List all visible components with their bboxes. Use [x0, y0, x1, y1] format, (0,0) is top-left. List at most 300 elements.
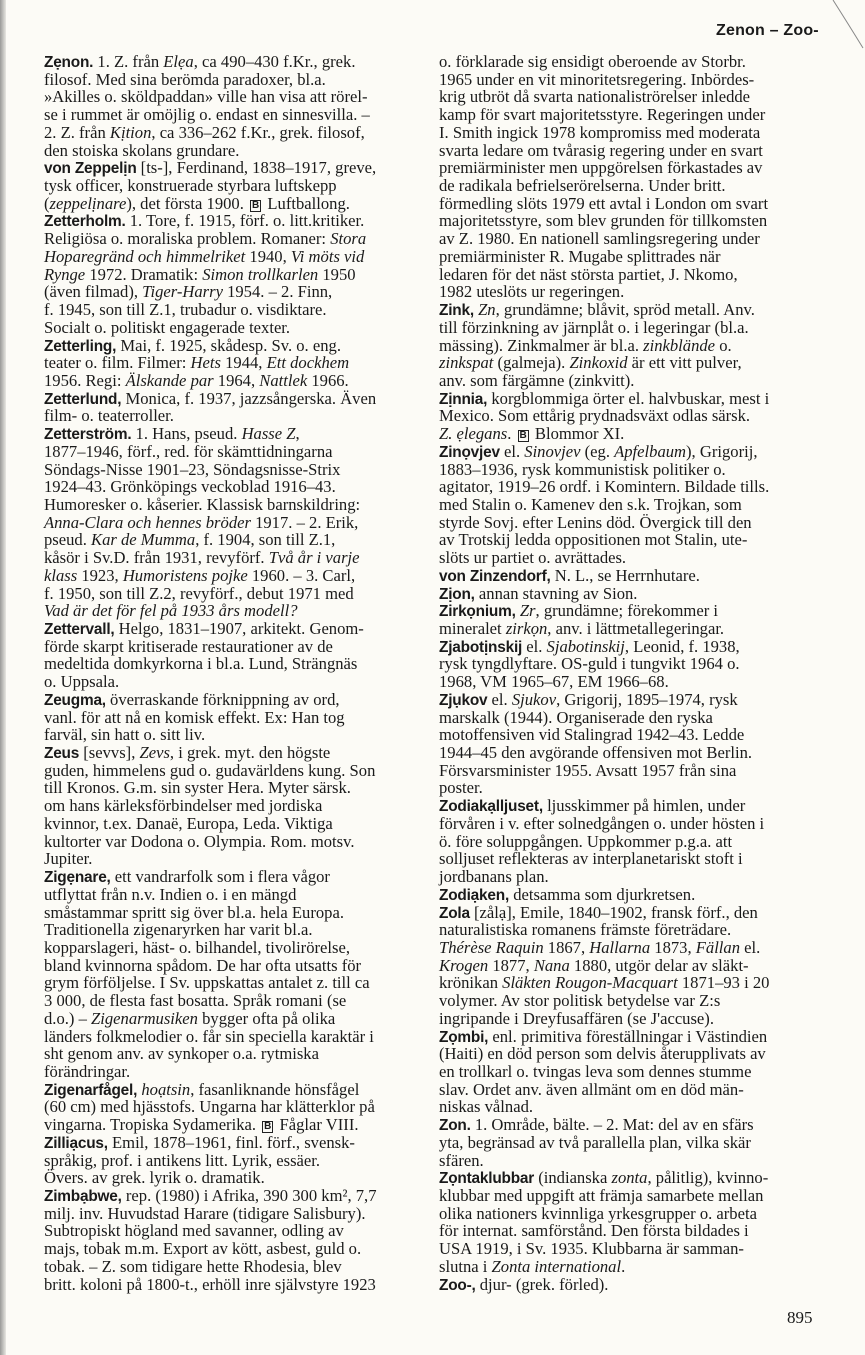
text-line	[44, 691, 424, 709]
entry-text: , pålitlig), kvinno-	[647, 1168, 769, 1188]
entry-headword: Zeus	[44, 745, 80, 763]
entry-text: mässing). Zinkmalmer är bl.a.	[439, 335, 644, 355]
entry-headword: von Zinzendorf,	[439, 567, 551, 585]
illustration-ref-icon: B	[252, 199, 260, 211]
entry-text: (även filmad),	[44, 282, 143, 302]
entry-text: 1867,	[543, 937, 590, 957]
text-line	[44, 939, 424, 957]
entry-text: krig utbröt då svarta nationaliströrelser inledde	[439, 87, 751, 107]
text-line	[44, 195, 424, 213]
illustration-ref-icon: B	[519, 430, 527, 442]
entry-text: jordbanans plan.	[439, 867, 549, 887]
entry-text: el.	[740, 937, 761, 957]
text-line	[44, 549, 424, 567]
entry-headword: Zoo-,	[439, 1276, 476, 1294]
entry-text: , fasanliknande hönsfågel	[190, 1079, 360, 1099]
text-line	[439, 1010, 819, 1028]
text-line	[44, 266, 424, 284]
text-line	[439, 1081, 819, 1099]
italic-text: Hasse Z	[241, 424, 296, 444]
entry-text: förvåren i v. efter solnedgången o. under hösten i	[439, 813, 765, 833]
text-line	[439, 496, 819, 514]
entry-text: 1880, utgör delar av släkt-	[569, 955, 749, 975]
italic-text: Vad är det för fel på 1933 års modell?	[44, 601, 298, 621]
text-line	[44, 1063, 424, 1081]
entry-headword: Zigenarfågel,	[44, 1081, 138, 1099]
text-line	[439, 301, 819, 319]
text-line	[439, 1187, 819, 1205]
text-line	[44, 974, 424, 992]
text-line	[439, 815, 819, 833]
entry-text: yta, begränsad av två parallella plan, vilka skär	[439, 1132, 751, 1152]
text-line	[44, 779, 424, 797]
italic-text: zeppelịnare	[49, 193, 127, 213]
entry-text: djur- (grek. förled).	[475, 1274, 609, 1294]
text-line	[44, 496, 424, 514]
text-line	[439, 886, 819, 904]
italic-text: Stora	[330, 229, 367, 249]
entry-text: anv. som färgämne (zinkvitt).	[439, 370, 635, 390]
text-line	[439, 478, 819, 496]
entry-text: kåsör i Sv.D. från 1931, revyförf.	[44, 548, 269, 568]
text-line	[44, 602, 424, 620]
text-line	[44, 850, 424, 868]
text-line	[44, 1098, 424, 1116]
entry-text: sht genom anv. av synkoper o.a. rytmiska	[44, 1044, 319, 1064]
entry-text: kamp för svart majoritetsstyre. Regeringen under	[439, 105, 766, 125]
text-line	[44, 212, 424, 230]
text-line	[439, 337, 819, 355]
entry-text: solljuset reflekteras av interplanetariskt stoft i	[439, 849, 743, 869]
text-line	[439, 1098, 819, 1116]
entry-text: 1982 uteslöts ur regeringen.	[439, 282, 625, 302]
entry-text: av Z. 1980. En nationell samlingsregering under	[439, 229, 760, 249]
entry-text: till förzinkning av järnplåt o. i legeringar (bl.a.	[439, 317, 749, 337]
italic-text: Fällan	[695, 937, 741, 957]
text-line	[44, 762, 424, 780]
entry-text: (Haiti) en död person som delvis återupplivats av	[439, 1044, 766, 1064]
text-line	[44, 142, 424, 160]
text-line	[44, 886, 424, 904]
text-line	[44, 1240, 424, 1258]
entry-text: premiärminister R. Mugabe splittrades när	[439, 246, 721, 266]
text-line	[439, 407, 819, 425]
entry-text: 3 000, de flesta fast bosatta. Språk romani (se	[44, 991, 347, 1011]
italic-text: klass	[44, 565, 78, 585]
text-line	[44, 407, 424, 425]
entry-text: slutna i	[439, 1256, 492, 1276]
entry-text: olika nationers kvinnliga yrkesgrupper o. arbeta	[439, 1203, 757, 1223]
entry-text: tobak. – Z. som tidigare hette Rhodesia, blev	[44, 1256, 342, 1276]
entry-text: motoffensiven vid Stalingrad 1942–43. Ledde	[439, 725, 745, 745]
entry-headword: Zjabotịnskij	[439, 638, 523, 656]
entry-text: är ett vitt pulver,	[627, 353, 742, 373]
entry-text: o. förklarade sig ensidigt oberoende av Storbr.	[439, 52, 746, 71]
entry-text: enl. primitiva föreställningar i Västindien	[488, 1026, 768, 1046]
illustration-ref-icon: B	[264, 1121, 272, 1133]
entry-text: ö. före soluppgången. Uppkommer p.g.a. att	[439, 831, 733, 851]
entry-text: teater o. film. Filmer:	[44, 353, 191, 373]
entry-text: 1. Område, bälte. – 2. Mat: del av en sfärs	[470, 1115, 754, 1135]
text-line	[44, 585, 424, 603]
entry-text: Humoresker o. kåserier. Klassisk barnskildring:	[44, 494, 361, 514]
text-line	[44, 71, 424, 89]
text-line	[439, 709, 819, 727]
text-line	[44, 124, 424, 142]
entry-text: o. Uppsala.	[44, 672, 120, 692]
entry-headword: Zettervall,	[44, 621, 115, 638]
entry-text: [ts-], Ferdinand, 1838–1917, greve,	[136, 158, 377, 178]
entry-text: 1873,	[650, 937, 696, 957]
italic-text: Thérèse Raquin	[439, 937, 544, 957]
page-number: 895	[787, 1308, 813, 1327]
entry-headword: Zọmbi,	[439, 1028, 489, 1046]
entry-text: med Stalin o. Kamenev den s.k. Trojkan, som	[439, 494, 742, 514]
entry-text: detsamma som djurkretsen.	[509, 884, 696, 904]
entry-text: 1966.	[307, 370, 349, 390]
text-line	[439, 1134, 819, 1152]
text-line	[439, 354, 819, 372]
entry-headword: Zon.	[439, 1117, 471, 1135]
text-line	[44, 443, 424, 461]
italic-text: Hoparegränd och himmelriket	[44, 246, 246, 266]
entry-text: 1940,	[245, 246, 291, 266]
text-line	[439, 88, 819, 106]
entry-text: korgblommiga örter el. halvbuskar, mest i	[487, 388, 770, 408]
entry-text: , ca 336–262 f.Kr., grek. filosof,	[151, 122, 365, 142]
text-line	[439, 762, 819, 780]
entry-text: »Akilles o. sköldpaddan» ville han visa att rörel-	[44, 87, 368, 107]
entry-text: kopparslageri, häst- o. bilhandel, tivolirörelse,	[44, 937, 350, 957]
entry-text: 2. Z. från	[44, 122, 110, 142]
entry-text: ), det första 1900.	[126, 193, 249, 213]
entry-text: de radikala befrielserörelserna. Under britt.	[439, 176, 726, 196]
text-line	[44, 1152, 424, 1170]
entry-text: (	[44, 193, 50, 213]
entry-text: Monica, f. 1937, jazzsångerska. Även	[121, 388, 377, 408]
italic-text: Släkten Rougon-Macquart	[502, 973, 678, 993]
text-line	[439, 797, 819, 815]
text-line	[439, 921, 819, 939]
text-line	[44, 815, 424, 833]
text-line	[439, 461, 819, 479]
entry-text: ett vandrarfolk som i flera vågor	[110, 867, 330, 887]
entry-text: Subtropiskt högland med savanner, odling av	[44, 1221, 344, 1241]
italic-text: Sjabotinskij	[546, 636, 625, 656]
text-line	[439, 443, 819, 461]
entry-text: ), Grigorij,	[686, 441, 758, 461]
entry-text: 1944,	[220, 353, 267, 373]
text-line	[439, 53, 819, 71]
entry-text: rep. (1980) i Afrika, 390 300 km², 7,7	[121, 1186, 377, 1205]
italic-text: Tiger-Harry	[142, 282, 223, 302]
italic-text: Två år i varje	[268, 548, 360, 568]
entry-text: Försvarsminister 1955. Avsatt 1957 från sina	[439, 760, 737, 780]
entry-text: naturalistiska romanens främste företrädare.	[439, 920, 732, 940]
entry-text: , anv. i lättmetallegeringar.	[547, 619, 725, 638]
entry-headword: Zjụkov	[439, 691, 488, 709]
entry-headword: Zetterström.	[44, 426, 132, 444]
text-line	[439, 230, 819, 248]
entry-text: poster.	[439, 778, 483, 798]
entry-text: krönikan	[439, 973, 503, 993]
text-line	[44, 1010, 424, 1028]
text-line	[439, 71, 819, 89]
entry-text: d.o.) –	[44, 1008, 92, 1028]
text-line	[44, 230, 424, 248]
entry-text: , grundämne; förekommer i	[535, 601, 718, 621]
entry-headword: Zirkọnium,	[439, 603, 516, 621]
text-line	[44, 921, 424, 939]
entry-text: kultorter var Dodona o. Olympia. Rom. motsv.	[44, 831, 355, 851]
text-line	[439, 248, 819, 266]
entry-text: ledaren för det näst största partiet, J. Nkomo,	[439, 264, 738, 284]
entry-text: bygger ofta på olika	[197, 1008, 336, 1028]
entry-text: mineralet	[439, 619, 506, 638]
text-line	[44, 478, 424, 496]
entry-headword: Zetterling,	[44, 337, 117, 355]
entry-headword: Zink,	[439, 302, 474, 320]
text-line	[44, 88, 424, 106]
entry-text: , f. 1904, son till Z.1,	[195, 530, 336, 550]
entry-text: 1965 under en vit minoritetsregering. Inbördes-	[439, 69, 755, 89]
entry-text: Mai, f. 1925, skådesp. Sv. o. eng.	[116, 335, 341, 355]
text-line	[439, 425, 819, 443]
text-line	[439, 957, 819, 975]
text-line	[439, 1116, 819, 1134]
text-line	[439, 195, 819, 213]
entry-text: för internat. samförstånd. Den första bildades i	[439, 1221, 749, 1241]
text-line	[439, 177, 819, 195]
text-line	[44, 53, 424, 71]
entry-text: .	[507, 424, 516, 444]
italic-text: Zinkoxid	[569, 353, 628, 373]
text-line	[44, 620, 424, 638]
text-line	[439, 124, 819, 142]
text-line	[439, 602, 819, 620]
entry-text: Söndags-Nisse 1901–23, Söndagsnisse-Strix	[44, 459, 341, 479]
text-line	[44, 372, 424, 390]
entry-headword: Zịnnia,	[439, 390, 488, 408]
left-column	[44, 53, 424, 1293]
text-line	[44, 744, 424, 762]
text-line	[439, 266, 819, 284]
italic-text: zinkblände	[643, 335, 716, 355]
text-line	[44, 1028, 424, 1046]
entry-headword: Zigẹnare,	[44, 869, 111, 887]
text-line	[439, 744, 819, 762]
entry-headword: Zẹnon.	[44, 54, 94, 71]
italic-text: Zevs	[139, 743, 170, 763]
entry-text: förde skarpt kritiserade restaurationer av de	[44, 636, 333, 656]
right-column	[439, 53, 819, 1293]
entry-text: Övers. av grek. lyrik o. dramatik.	[44, 1168, 265, 1188]
text-line	[439, 1240, 819, 1258]
entry-text: 1950	[318, 264, 356, 284]
italic-text: Apfelbaum	[614, 441, 687, 461]
entry-text: kvinnor, t.ex. Danaë, Europa, Leda. Viktiga	[44, 813, 333, 833]
entry-text: utflyttat från n.v. Indien o. i en mängd	[44, 884, 297, 904]
entry-text: f. 1945, son till Z.1, trubadur o. visdiktare.	[44, 300, 327, 320]
italic-text: Sinovjev	[524, 441, 581, 461]
text-line	[44, 904, 424, 922]
entry-text: den stoiska skolans grundare.	[44, 140, 240, 160]
entry-text: av Trotskij ledda oppositionen mot Stalin, ute-	[439, 530, 748, 550]
entry-text: 1968, VM 1965–67, EM 1966–68.	[439, 672, 669, 692]
text-line	[44, 673, 424, 691]
entry-headword: Zodiạken,	[439, 886, 510, 904]
text-line	[439, 106, 819, 124]
entry-headword: Zilliạcus,	[44, 1134, 108, 1152]
italic-text: Humoristens pojke	[122, 565, 248, 585]
entry-text: länders folkmelodier o. får sin speciella karaktär i	[44, 1026, 374, 1046]
entry-text: småstammar spritt sig över bl.a. hela Europa.	[44, 902, 344, 922]
text-line	[439, 142, 819, 160]
text-line	[439, 1063, 819, 1081]
text-line	[439, 904, 819, 922]
entry-text: förmedling slöts 1979 ett avtal i London om svart	[439, 193, 769, 213]
entry-text: tysk officer, konstruerade styrbara luftskepp	[44, 176, 337, 196]
entry-text: guden, himmelens gud o. gudavärldens kung. Son	[44, 760, 376, 780]
entry-text: 1956. Regi:	[44, 370, 126, 390]
entry-headword: Zodiakạlljuset,	[439, 798, 543, 816]
entry-text: , i grek. myt. den högste	[169, 743, 331, 763]
entry-text: o.	[715, 335, 732, 355]
entry-text: 1. Tore, f. 1915, förf. o. litt.kritiker.	[125, 211, 365, 231]
text-line	[44, 319, 424, 337]
entry-text: farväl, sin hatt o. sitt liv.	[44, 725, 206, 745]
entry-text: se i rummet är omöjlig o. endast en sinnesvilla. –	[44, 105, 370, 125]
entry-text: marskalk (1944). Organiserade den ryska	[439, 707, 713, 727]
text-line	[439, 779, 819, 797]
entry-text: klubbar med uppgift att främja samarbete mellan	[439, 1186, 764, 1205]
entry-headword: Zọntaklubbar	[439, 1170, 535, 1188]
italic-text: zinkspat	[439, 353, 494, 373]
text-line	[439, 372, 819, 390]
text-line	[44, 797, 424, 815]
italic-text: Kịtion	[109, 122, 152, 142]
text-line	[44, 514, 424, 532]
text-line	[44, 1134, 424, 1152]
entry-text: svarta ledare om tvårasig regering under en svart	[439, 140, 763, 160]
entry-text: 1. Hans, pseud.	[131, 424, 242, 444]
entry-text: 1877–1946, förf., red. för skämttidningarna	[44, 441, 333, 461]
entry-text: 1954. – 2. Finn,	[222, 282, 333, 302]
text-line	[439, 1152, 819, 1170]
text-line	[44, 957, 424, 975]
text-line	[439, 673, 819, 691]
entry-text: överraskande förknippning av ord,	[105, 689, 340, 709]
text-line	[439, 1276, 819, 1294]
entry-text: slöts ur partiet o. avrättades.	[439, 548, 627, 568]
entry-text: Fåglar VIII.	[275, 1115, 359, 1135]
text-line	[439, 531, 819, 549]
text-line	[439, 655, 819, 673]
entry-text: språkig, prof. i antikens litt. Lyrik, essäer.	[44, 1150, 321, 1170]
entry-text: pseud.	[44, 530, 92, 550]
text-line	[44, 1081, 424, 1099]
entry-text: premiärminister men uppgörelsen förkastades av	[439, 158, 763, 178]
italic-text: Krogen	[439, 955, 489, 975]
text-line	[44, 868, 424, 886]
entry-text: rysk tyngdlyftare. OS-guld i tungvikt 1964 o.	[439, 654, 740, 674]
entry-text: 1923,	[77, 565, 123, 585]
entry-text: slav. Ordet anv. även allmänt om en död män-	[439, 1079, 744, 1099]
italic-text: Nana	[533, 955, 570, 975]
text-line	[44, 1258, 424, 1276]
page-curl-mark	[825, 0, 865, 60]
text-line	[44, 461, 424, 479]
text-line	[439, 1205, 819, 1223]
entry-text: 1877,	[488, 955, 534, 975]
italic-text: Nattlek	[259, 370, 308, 390]
text-line	[44, 1187, 424, 1205]
text-line	[439, 319, 819, 337]
text-line	[439, 850, 819, 868]
entry-text: N. L., se Herrnhutare.	[550, 565, 700, 585]
entry-text: Blommor XI.	[530, 424, 625, 444]
italic-text: Zr	[519, 601, 536, 621]
entry-text: filosof. Med sina berömda paradoxer, bl.a.	[44, 69, 326, 89]
italic-text: hoạtsin	[141, 1079, 191, 1099]
entry-text: 1964,	[213, 370, 260, 390]
entry-text: ljusskimmer på himlen, under	[542, 796, 746, 816]
text-line	[44, 390, 424, 408]
text-line	[439, 283, 819, 301]
entry-headword: Zinọvjev	[439, 443, 500, 461]
entry-text: 1924–43. Grönköpings veckoblad 1916–43.	[44, 477, 336, 497]
text-line	[44, 992, 424, 1010]
entry-text: [sevvs],	[79, 743, 140, 763]
entry-text: niskas vålnad.	[439, 1097, 534, 1117]
text-line	[439, 868, 819, 886]
text-line	[439, 939, 819, 957]
italic-text: Zigenarmusiken	[91, 1008, 198, 1028]
text-line	[439, 514, 819, 532]
entry-headword: von Zeppelịn	[44, 160, 137, 178]
entry-text: ,	[295, 424, 300, 444]
text-line	[44, 1116, 424, 1134]
entry-text: Traditionella zigenaryrken har varit bl.a.	[44, 920, 313, 940]
entry-text: Mexico. Som ettårig prydnadsväxt odlas särsk.	[439, 406, 751, 426]
entry-text: Emil, 1878–1961, finl. förf., svensk-	[107, 1132, 355, 1152]
text-line	[44, 833, 424, 851]
entry-text: majs, tobak m.m. Export av kött, asbest, guld o.	[44, 1239, 362, 1259]
text-line	[44, 1222, 424, 1240]
italic-text: Hets	[190, 353, 221, 373]
italic-text: Kar de Mumma	[91, 530, 196, 550]
italic-text: Rynge	[44, 264, 86, 284]
text-line	[439, 726, 819, 744]
text-line	[44, 1205, 424, 1223]
entry-text: vingarna. Tropiska Sydamerika.	[44, 1115, 261, 1135]
text-line	[44, 337, 424, 355]
text-line	[44, 354, 424, 372]
entry-text: Religiösa o. moraliska problem. Romaner:	[44, 229, 331, 249]
entry-text: (galmeja).	[493, 353, 570, 373]
entry-text: , Leonid, f. 1938,	[624, 636, 740, 656]
text-line	[44, 531, 424, 549]
text-line	[439, 585, 819, 603]
entry-headword: Zịon,	[439, 585, 475, 603]
entry-text: förändringar.	[44, 1061, 131, 1081]
entry-text: en trollkarl o. tvingas leva som dennes stumme	[439, 1061, 752, 1081]
entry-text: film- o. teaterroller.	[44, 406, 174, 426]
italic-text: zonta	[611, 1168, 648, 1188]
entry-text: annan stavning av Sion.	[474, 583, 638, 603]
entry-text: britt. koloni på 1800-t., erhöll inre självstyre 1923	[44, 1274, 376, 1294]
text-line	[439, 974, 819, 992]
